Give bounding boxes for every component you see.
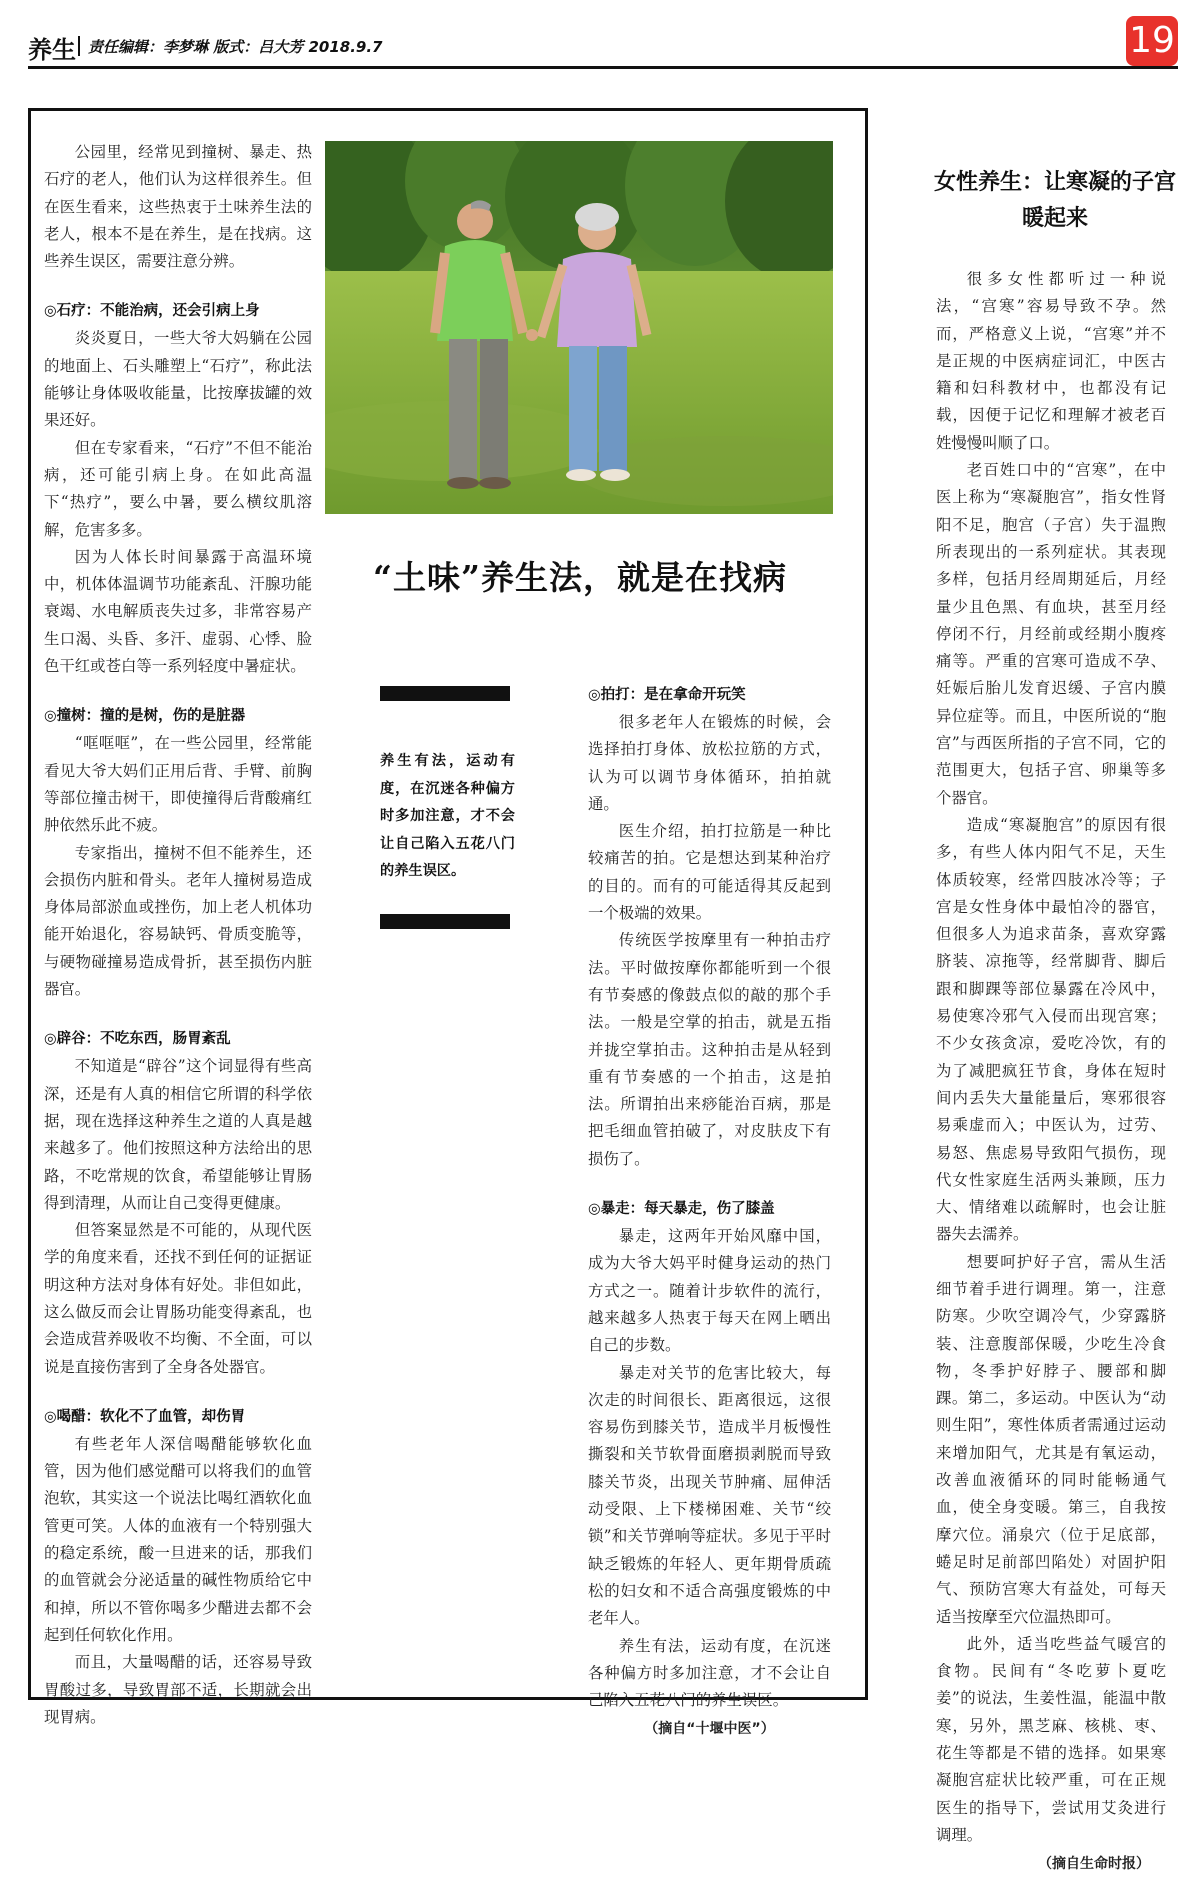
couple-photo-image [325,141,833,514]
paragraph: 但在专家看来，“石疗”不但不能治病，还可能引病上身。在如此高温下“热疗”，要么中暑，要么横纹肌溶解，危害多多。 [44,438,312,539]
section-heading-stone-therapy: ◎石疗：不能治病，还会引病上身 [44,303,260,320]
paragraph: 炎炎夏日，一些大爷大妈躺在公园的地面上、石头雕塑上“石疗”，称此法能够让身体吸收能量，比按摩拔罐的效果还好。 [44,329,312,430]
paragraph: 传统医学按摩里有一种拍击疗法。平时做按摩你都能听到一个很有节奏感的像鼓点似的敲的那个手法。一般是空掌的拍击，就是五指并拢空掌拍击。这种拍击是从轻到重有节奏感的一个拍击，这是拍法。所谓拍出来痧能治百病，那是把毛细血管拍破了，对皮肤皮下有损伤了。 [588,931,831,1168]
article-headline: “土味”养生法，就是在找病 [373,558,787,597]
paragraph: 老百姓口中的“宫寒”，在中医上称为“寒凝胞宫”，指女性肾阳不足，胞宫（子宫）失于温煦所表现出的一系列症状。其表现多样，包括月经周期延后，月经量少且色黑、有血块，甚至月经停闭不行，月经前或经期小腹疼痛等。严重的宫寒可造成不孕、妊娠后胎儿发育迟缓、子宫内膜异位症等。而且，中医所说的“胞宫”与西医所指的子宫不同，它的范围更大，包括子宫、卵巢等多个器官。 [936,461,1166,807]
editor-info: 责任编辑：李梦琳 版式：吕大芳 2018.9.7 [88,38,383,56]
sidebar-column [936,266,1166,1878]
page-number: 19 [1126,16,1178,66]
paragraph: 而且，大量喝醋的话，还容易导致胃酸过多，导致胃部不适，长期就会出现胃病。 [44,1653,312,1726]
article-photo [325,141,833,514]
sidebar-title: 女性养生：让寒凝的子宫暖起来 [933,169,1176,231]
paragraph: 有些老年人深信喝醋能够软化血管，因为他们感觉醋可以将我们的血管泡软，其实这一个说法比喝红酒软化血管更可笑。人体的血液有一个特别强大的稳定系统，酸一旦进来的话，那我们的血管就会分泌适量的碱性物质给它中和掉，所以不管你喝多少醋进去都不会起到任何软化作用。 [44,1434,312,1644]
paragraph: 专家指出，撞树不但不能养生，还会损伤内脏和骨头。老年人撞树易造成身体局部淤血或挫伤，加上老人机体功能开始退化，容易缺钙、骨质变脆等，与硬物碰撞易造成骨折，甚至损伤内脏器官。 [44,843,312,999]
paragraph: 造成“寒凝胞宫”的原因有很多，有些人体内阳气不足，天生体质较寒，经常四肢冰冷等；子宫是女性身体中最怕冷的器官，但很多人为追求苗条，喜欢穿露脐装、凉拖等，经常脚背、脚后跟和脚踝等部位暴露在冷风中，易使寒冷邪气入侵而出现宫寒；不少女孩贪凉，爱吃冷饮，有的为了减肥疯狂节食，身体在短时间内丢失大量能量后，寒邪很容易乘虚而入；中医认为，过劳、易怒、焦虑易导致阳气损伤，现代女性家庭生活两头兼顾，压力大、情绪难以疏解时，也会让脏器失去濡养。 [936,815,1166,1244]
paragraph: 此外，适当吃些益气暖宫的食物。民间有“冬吃萝卜夏吃姜”的说法，生姜性温，能温中散寒，另外，黑芝麻、核桃、枣、花生等都是不错的选择。如果寒凝胞宫症状比较严重，可在正规医生的指导下，尝试用艾灸进行调理。 [936,1634,1166,1844]
sidebar-source: （摘自生命时报） [1038,1856,1150,1873]
section-heading-power-walking: ◎暴走：每天暴走，伤了膝盖 [588,1201,775,1218]
paragraph: 因为人体长时间暴露于高温环境中，机体体温调节功能紊乱、汗腺功能衰竭、水电解质丧失过多，非常容易产生口渴、头昏、多汗、虚弱、心悸、脸色干红或苍白等一系列轻度中暑症状。 [44,547,312,676]
section-heading-fasting: ◎辟谷：不吃东西，肠胃紊乱 [44,1031,231,1048]
paragraph: 很多女性都听过一种说法，“宫寒”容易导致不孕。然而，严格意义上说，“宫寒”并不是正规的中医病症词汇，中医古籍和妇科教材中，也都没有记载，因便于记忆和理解才被老百姓慢慢叫顺了口。 [936,270,1166,452]
paragraph: 很多老年人在锻炼的时候，会选择拍打身体、放松拉筋的方式，认为可以调节身体循环，拍拍就通。 [588,713,831,813]
paragraph: 暴走对关节的危害比较大，每次走的时间很长、距离很远，这很容易伤到膝关节，造成半月板慢性撕裂和关节软骨面磨损剥脱而导致膝关节炎，出现关节肿痛、屈伸活动受限、上下楼梯困难、关节“绞锁”和关节弹响等症状。多见于平时缺乏锻炼的年轻人、更年期骨质疏松的妇女和不适合高强度锻炼的中老年人。 [588,1363,831,1628]
article-source: （摘自“十堰中医”） [644,1721,775,1738]
article-intro: 公园里，经常见到撞树、暴走、热石疗的老人，他们认为这样很养生。但在医生看来，这些热衷于土味养生法的老人，根本不是在养生，是在找病。这些养生误区，需要注意分辨。 [44,143,312,271]
paragraph: 不知道是“辟谷”这个词显得有些高深，还是有人真的相信它所谓的科学依据，现在选择这种养生之道的人真是越来越多了。他们按照这种方法给出的思路，不吃常规的饮食，希望能够让胃肠得到清理，从而让自己变得更健康。 [44,1057,312,1212]
paragraph: 养生有法，运动有度，在沉迷各种偏方时多加注意，才不会让自己陷入五花八门的养生误区。 [588,1636,831,1710]
pull-quote-bar-top [380,686,510,701]
pull-quote-bar-bottom [380,914,510,929]
section-heading-patting: ◎拍打：是在拿命开玩笑 [588,687,746,703]
paragraph: 医生介绍，拍打拉筋是一种比较痛苦的拍。它是想达到某种治疗的目的。而有的可能适得其反起到一个极端的效果。 [588,822,831,923]
article-column-left [44,139,312,1731]
section-name: 养生 [28,36,76,64]
header-rule [28,66,1178,69]
page-header [28,22,1178,66]
pull-quote: 养生有法，运动有度，在沉迷各种偏方时多加注意，才不会让自己陷入五花八门的养生误区。 [380,753,515,879]
paragraph: 暴走，这两年开始风靡中国，成为大爷大妈平时健身运动的热门方式之一。随着计步软件的流行，越来越多人热衷于每天在网上晒出自己的步数。 [588,1227,831,1355]
paragraph: “哐哐哐”，在一些公园里，经常能看见大爷大妈们正用后背、手臂、前胸等部位撞击树干，即使撞得后背酸痛红肿依然乐此不疲。 [44,734,312,835]
article-column-middle [588,682,831,1743]
section-heading-vinegar: ◎喝醋：软化不了血管，却伤胃 [44,1408,246,1425]
paragraph: 但答案显然是不可能的，从现代医学的角度来看，还找不到任何的证据证明这种方法对身体有好处。非但如此，这么做反而会让胃肠功能变得紊乱，也会造成营养吸收不均衡、不全面，可以说是直接伤害到了全身各处器官。 [44,1221,312,1376]
header-separator [78,36,80,56]
paragraph: 想要呵护好子宫，需从生活细节着手进行调理。第一，注意防寒。少吹空调冷气，少穿露脐装、注意腹部保暖，少吃生冷食物，冬季护好脖子、腰部和脚踝。第二，多运动。中医认为“动则生阳”，寒性体质者需通过运动来增加阳气，尤其是有氧运动，改善血液循环的同时能畅通气血，使全身变暖。第三，自我按摩穴位。涌泉穴（位于足底部，蜷足时足前部凹陷处）对固护阳气、预防宫寒大有益处，可每天适当按摩至穴位温热即可。 [936,1252,1166,1626]
section-heading-tree-bumping: ◎撞树：撞的是树，伤的是脏器 [44,708,246,725]
